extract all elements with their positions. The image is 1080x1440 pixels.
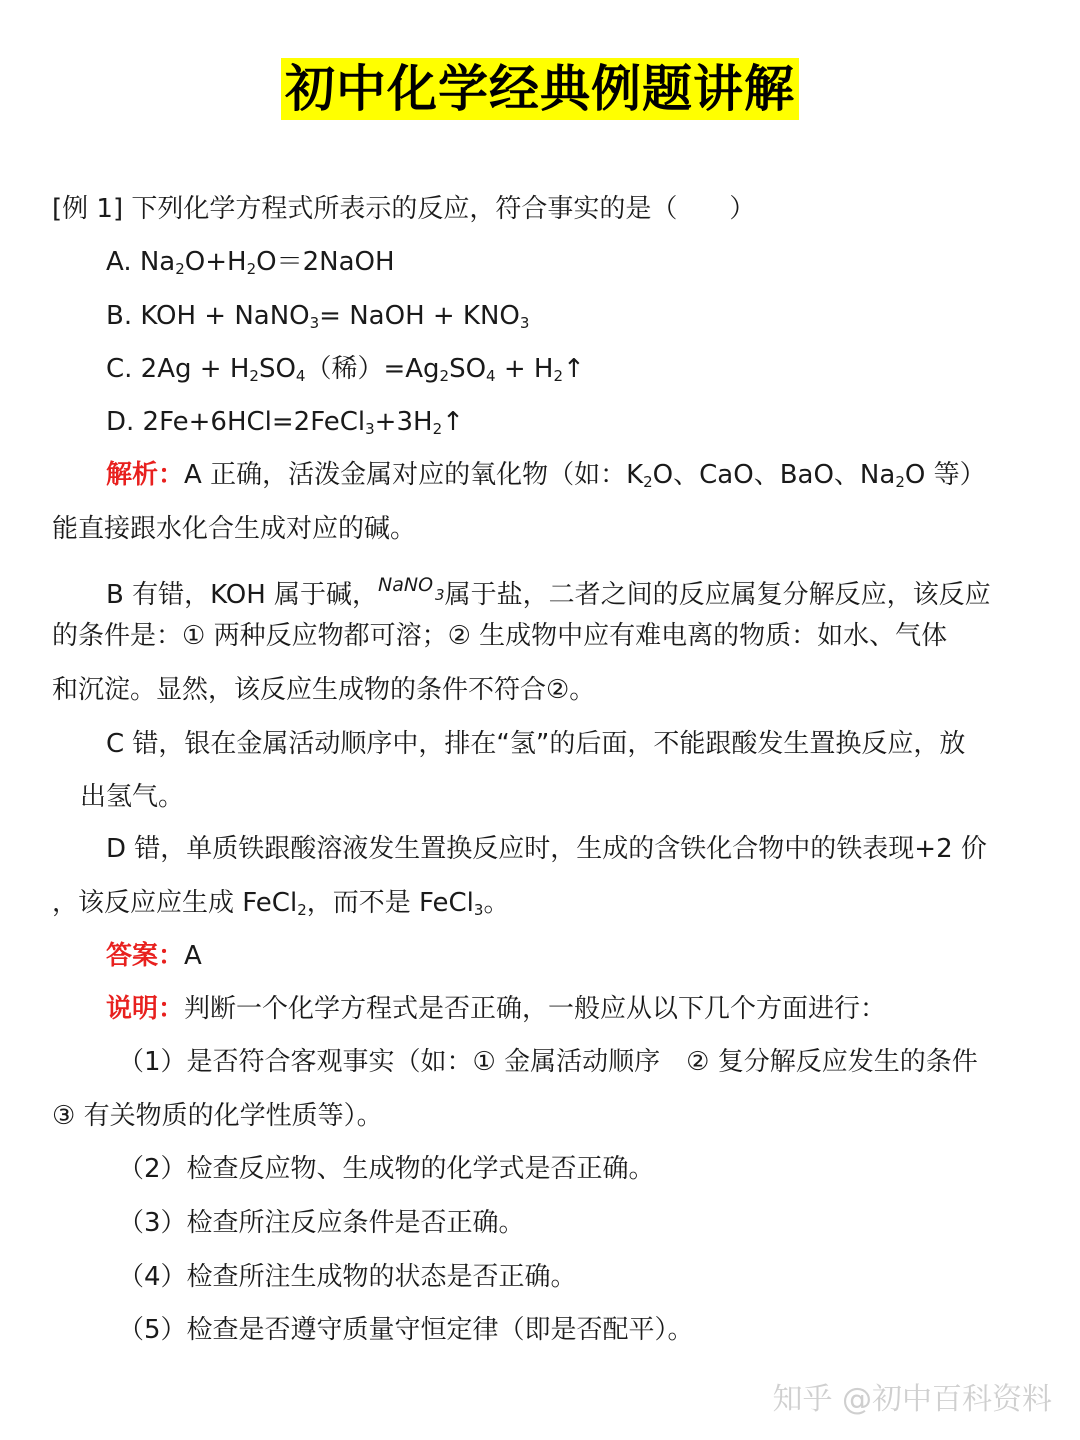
note-item4: （4）检查所注生成物的状态是否正确。 [118, 1262, 577, 1292]
analysis-d-line2: ，该反应应生成 FeCl$_2$，而不是 FeCl$_3$。 [52, 888, 510, 919]
answer-label: 答案： [106, 941, 185, 971]
answer-value: A [184, 941, 202, 971]
note-item1-line2: ③ 有关物质的化学性质等）。 [52, 1101, 383, 1131]
analysis-a-line2: 能直接跟水化合生成对应的碱。 [52, 514, 417, 544]
option-c: C. $2Ag + H_2SO_4$（稀）$=Ag_2SO_4$ + $H_2↑$ [106, 354, 585, 385]
analysis-c-line1: C 错，银在金属活动顺序中，排在“氢”的后面，不能跟酸发生置换反应，放 [106, 729, 966, 759]
option-a: A. $Na_2O+H_2O=2NaOH$ [106, 247, 395, 278]
watermark: 知乎 @初中百科资料 [772, 1382, 1052, 1417]
answer-line [106, 939, 202, 973]
question-text: [例 1] 下列化学方程式所表示的反应，符合事实的是（ ） [52, 194, 756, 224]
page-title: 初中化学经典例题讲解 [281, 58, 799, 120]
note-label: 说明： [106, 994, 185, 1024]
note-item1-line1: （1）是否符合客观事实（如：① 金属活动顺序 ② 复分解反应发生的条件 [118, 1047, 978, 1077]
analysis-label: 解析： [106, 460, 185, 490]
nano3-formula: NaNO [378, 574, 434, 596]
note-intro-line: 说明：判断一个化学方程式是否正确，一般应从以下几个方面进行： [106, 994, 887, 1024]
analysis-b-line1: B 有错，KOH 属于碱，$^{NaNO}$ 3属于盐，二者之间的反应属复分解反应，该反应 [106, 574, 991, 610]
analysis-c-line2: 出氢气。 [80, 782, 185, 812]
analysis-b-line3: 和沉淀。显然，该反应生成物的条件不符合②。 [52, 675, 596, 705]
analysis-b-line2: 的条件是：① 两种反应物都可溶；② 生成物中应有难电离的物质：如水、气体 [52, 621, 948, 651]
option-d: D. $2Fe+6HCl=2FeCl_3+3H_2↑$ [106, 407, 464, 438]
note-item3: （3）检查所注反应条件是否正确。 [118, 1208, 525, 1238]
analysis-d-line1: D 错，单质铁跟酸溶液发生置换反应时，生成的含铁化合物中的铁表现+2 价 [106, 834, 987, 864]
option-b: B. KOH + NaNO$_3$= NaOH + $KNO_3$ [106, 301, 530, 332]
title-container [0, 58, 1080, 120]
analysis-a-line1: 解析：A 正确，活泼金属对应的氧化物（如：$K_2O$、CaO、BaO、$Na_2O$ 等） [106, 460, 986, 491]
note-item2: （2）检查反应物、生成物的化学式是否正确。 [118, 1154, 655, 1184]
note-item5: （5）检查是否遵守质量守恒定律（即是否配平）。 [118, 1315, 694, 1345]
